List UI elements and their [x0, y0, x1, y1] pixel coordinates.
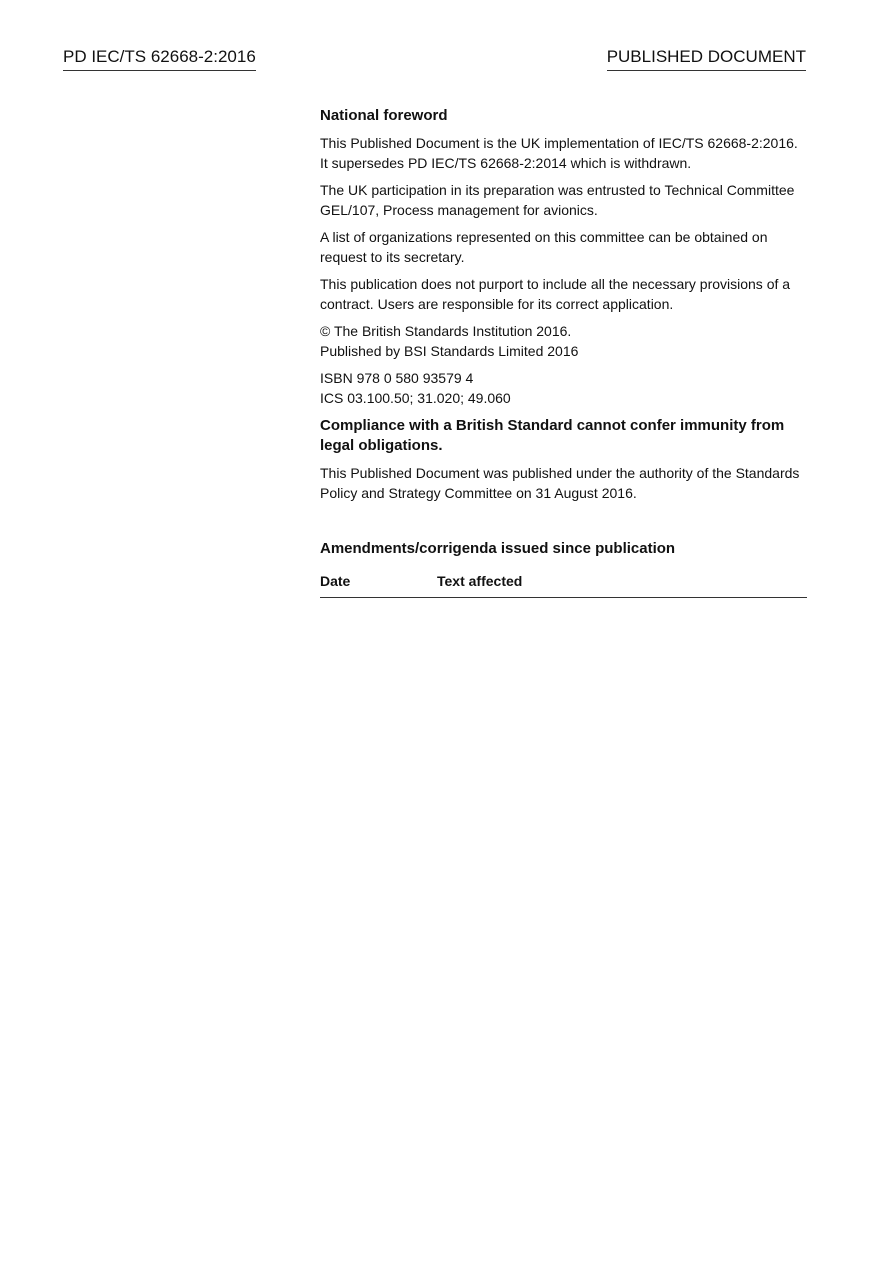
publisher-notice: Published by BSI Standards Limited 2016 [320, 342, 579, 359]
authority-statement: This Published Document was published under the authority of the Standards Policy and Strategy Committee on 31 August 2016. [320, 465, 800, 501]
compliance-statement: Compliance with a British Standard cannot confer immunity from legal obligations. [320, 417, 785, 454]
amendments-title: Amendments/corrigenda issued since publication [320, 540, 676, 557]
foreword-paragraph-implementation: This Published Document is the UK implementation of IEC/TS 62668-2:2016. It supersedes PD IEC/TS 62668-2:2014 which is withdrawn. [320, 135, 798, 171]
column-header-text-affected: Text affected [437, 573, 523, 589]
amendments-table-header [320, 571, 807, 598]
national-foreword-section [320, 106, 807, 598]
copyright-notice: © The British Standards Institution 2016. [320, 323, 572, 339]
classification-info [320, 369, 807, 408]
ics-codes: ICS 03.100.50; 31.020; 49.060 [320, 389, 511, 406]
foreword-paragraph-provisions: This publication does not purport to include all the necessary provisions of a contract. Users are responsible for its correct application. [320, 276, 791, 312]
column-header-date: Date [320, 573, 351, 589]
document-type-header: PUBLISHED DOCUMENT [607, 46, 806, 71]
foreword-paragraph-committee: The UK participation in its preparation was entrusted to Technical Committee GEL/107, Process management for avionics. [320, 182, 795, 218]
document-id-header: PD IEC/TS 62668-2:2016 [63, 46, 256, 71]
foreword-paragraph-organizations: A list of organizations represented on this committee can be obtained on request to its secretary. [320, 229, 768, 265]
publication-info [320, 322, 807, 361]
isbn: ISBN 978 0 580 93579 4 [320, 370, 474, 386]
foreword-title: National foreword [320, 107, 448, 124]
